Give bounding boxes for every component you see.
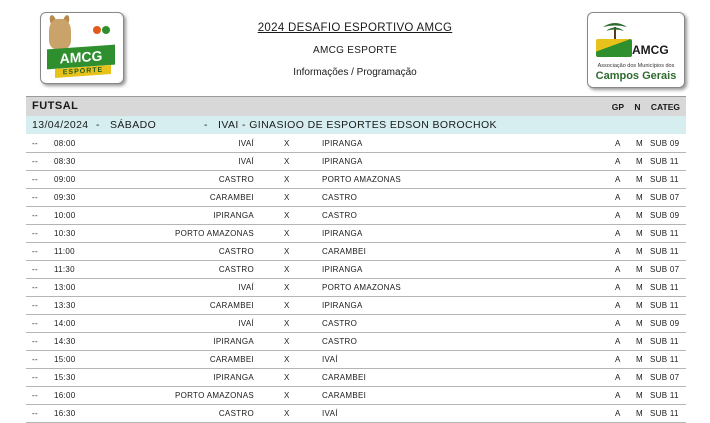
game-category: SUB 11 xyxy=(650,391,679,400)
game-time: 11:00 xyxy=(54,247,75,256)
game-time: 15:30 xyxy=(54,373,76,382)
versus-mark: X xyxy=(284,391,290,400)
versus-mark: X xyxy=(284,409,290,418)
game-dash: -- xyxy=(32,265,38,274)
away-team: CASTRO xyxy=(322,337,358,346)
versus-mark: X xyxy=(284,211,290,220)
game-gp: A xyxy=(615,193,621,202)
game-category: SUB 11 xyxy=(650,337,679,346)
game-time: 16:00 xyxy=(54,391,76,400)
versus-mark: X xyxy=(284,229,290,238)
table-row xyxy=(26,279,686,297)
game-n: M xyxy=(636,229,643,238)
away-team: IVAÍ xyxy=(322,409,338,418)
versus-mark: X xyxy=(284,265,290,274)
home-team: CARAMBEI xyxy=(209,301,254,310)
versus-mark: X xyxy=(284,193,290,202)
away-team: IPIRANGA xyxy=(322,157,363,166)
game-gp: A xyxy=(615,337,621,346)
game-time: 10:30 xyxy=(54,229,76,238)
amcg-esporte-logo xyxy=(40,12,124,84)
away-team: IPIRANGA xyxy=(322,139,363,148)
section-header xyxy=(26,96,686,116)
right-logo-brand: AMCG xyxy=(632,43,669,57)
away-team: PORTO AMAZONAS xyxy=(322,283,402,292)
game-category: SUB 11 xyxy=(650,355,679,364)
game-n: M xyxy=(636,175,643,184)
game-gp: A xyxy=(615,391,621,400)
table-row xyxy=(26,333,686,351)
game-gp: A xyxy=(615,319,621,328)
page-header xyxy=(0,0,710,94)
table-row xyxy=(26,153,686,171)
left-logo-brand: AMCG xyxy=(47,45,115,70)
table-row xyxy=(26,405,686,423)
away-team: CASTRO xyxy=(322,193,358,202)
game-time: 15:00 xyxy=(54,355,76,364)
versus-mark: X xyxy=(284,139,290,148)
game-time: 09:00 xyxy=(54,175,76,184)
away-team: IPIRANGA xyxy=(322,229,363,238)
game-category: SUB 09 xyxy=(650,211,680,220)
table-row xyxy=(26,315,686,333)
table-row xyxy=(26,243,686,261)
field-icon xyxy=(596,39,632,57)
game-n: M xyxy=(636,301,643,310)
game-time: 10:00 xyxy=(54,211,76,220)
game-category: SUB 11 xyxy=(650,229,679,238)
game-n: M xyxy=(636,373,643,382)
game-dash: -- xyxy=(32,319,38,328)
game-dash: -- xyxy=(32,409,38,418)
game-time: 14:00 xyxy=(54,319,76,328)
game-time: 13:00 xyxy=(54,283,76,292)
table-row xyxy=(26,297,686,315)
section-name: FUTSAL xyxy=(32,100,79,112)
game-time: 08:00 xyxy=(54,139,76,148)
table-row xyxy=(26,135,686,153)
game-category: SUB 11 xyxy=(650,301,679,310)
away-team: IPIRANGA xyxy=(322,265,363,274)
game-category: SUB 11 xyxy=(650,247,679,256)
versus-mark: X xyxy=(284,157,290,166)
versus-mark: X xyxy=(284,373,290,382)
amcg-campos-gerais-logo xyxy=(587,12,685,88)
versus-mark: X xyxy=(284,175,290,184)
game-n: M xyxy=(636,193,643,202)
home-team: CARAMBEI xyxy=(209,355,254,364)
game-category: SUB 07 xyxy=(650,265,680,274)
game-dash: -- xyxy=(32,355,38,364)
game-gp: A xyxy=(615,409,621,418)
left-logo-sub: ESPORTE xyxy=(55,65,111,78)
game-n: M xyxy=(636,265,643,274)
game-gp: A xyxy=(615,211,621,220)
game-time: 14:30 xyxy=(54,337,76,346)
table-row xyxy=(26,387,686,405)
col-cat-header: CATEG xyxy=(650,102,680,112)
home-team: IVAÍ xyxy=(238,319,254,328)
away-team: CASTRO xyxy=(322,211,358,220)
home-team: PORTO AMAZONAS xyxy=(174,229,254,238)
games-table xyxy=(26,135,686,423)
section-columns xyxy=(604,102,680,112)
table-row xyxy=(26,189,686,207)
game-gp: A xyxy=(615,355,621,364)
table-row xyxy=(26,225,686,243)
right-logo-small: Associação dos Municípios dos xyxy=(597,63,675,69)
page-subtitle: AMCG ESPORTE xyxy=(313,45,397,56)
game-n: M xyxy=(636,247,643,256)
table-row xyxy=(26,351,686,369)
game-gp: A xyxy=(615,301,621,310)
table-row xyxy=(26,369,686,387)
home-team: IVAÍ xyxy=(238,157,254,166)
game-gp: A xyxy=(615,175,621,184)
game-n: M xyxy=(636,337,643,346)
game-category: SUB 11 xyxy=(650,157,679,166)
game-time: 08:30 xyxy=(54,157,76,166)
home-team: IPIRANGA xyxy=(213,373,254,382)
game-category: SUB 07 xyxy=(650,193,680,202)
sport-balls-icon xyxy=(93,21,113,31)
game-dash: -- xyxy=(32,337,38,346)
versus-mark: X xyxy=(284,283,290,292)
game-category: SUB 11 xyxy=(650,283,679,292)
versus-mark: X xyxy=(284,301,290,310)
home-team: CASTRO xyxy=(218,247,254,256)
col-gp-header: GP xyxy=(611,102,624,112)
home-team: IPIRANGA xyxy=(213,211,254,220)
away-team: IPIRANGA xyxy=(322,301,363,310)
table-row xyxy=(26,207,686,225)
game-time: 16:30 xyxy=(54,409,76,418)
game-dash: -- xyxy=(32,193,38,202)
game-gp: A xyxy=(615,157,621,166)
game-n: M xyxy=(636,211,643,220)
game-time: 13:30 xyxy=(54,301,76,310)
araucaria-tree-icon xyxy=(602,19,628,41)
day-weekday: SÁBADO xyxy=(110,119,157,131)
game-time: 09:30 xyxy=(54,193,76,202)
game-dash: -- xyxy=(32,139,38,148)
home-team: CASTRO xyxy=(218,409,254,418)
home-team: CARAMBEI xyxy=(209,193,254,202)
game-n: M xyxy=(636,391,643,400)
versus-mark: X xyxy=(284,247,290,256)
game-gp: A xyxy=(615,265,621,274)
home-team: IPIRANGA xyxy=(213,337,254,346)
versus-mark: X xyxy=(284,319,290,328)
versus-mark: X xyxy=(284,355,290,364)
away-team: CASTRO xyxy=(322,319,358,328)
game-n: M xyxy=(636,409,643,418)
away-team: CARAMBEI xyxy=(322,373,367,382)
home-team: CASTRO xyxy=(218,175,254,184)
game-n: M xyxy=(636,157,643,166)
away-team: CARAMBEI xyxy=(322,391,367,400)
home-team: CASTRO xyxy=(218,265,254,274)
game-category: SUB 11 xyxy=(650,175,679,184)
game-n: M xyxy=(636,139,643,148)
game-category: SUB 07 xyxy=(650,373,680,382)
game-dash: -- xyxy=(32,283,38,292)
away-team: PORTO AMAZONAS xyxy=(322,175,402,184)
game-dash: -- xyxy=(32,229,38,238)
col-n-header: N xyxy=(634,102,641,112)
game-dash: -- xyxy=(32,301,38,310)
away-team: CARAMBEI xyxy=(322,247,367,256)
right-logo-big: Campos Gerais xyxy=(595,70,677,82)
game-time: 11:30 xyxy=(54,265,75,274)
page-caption: Informações / Programação xyxy=(293,67,417,78)
home-team: PORTO AMAZONAS xyxy=(174,391,254,400)
game-category: SUB 11 xyxy=(650,409,679,418)
game-n: M xyxy=(636,355,643,364)
game-dash: -- xyxy=(32,211,38,220)
game-category: SUB 09 xyxy=(650,139,680,148)
home-team: IVAÍ xyxy=(238,139,254,148)
game-n: M xyxy=(636,319,643,328)
venue-sep: - xyxy=(204,119,208,131)
title-block xyxy=(200,22,510,78)
game-dash: -- xyxy=(32,391,38,400)
game-category: SUB 09 xyxy=(650,319,680,328)
day-venue: IVAI - GINASIOO DE ESPORTES EDSON BOROCHOK xyxy=(218,119,497,131)
table-row xyxy=(26,171,686,189)
game-dash: -- xyxy=(32,247,38,256)
game-gp: A xyxy=(615,283,621,292)
page-title: 2024 DESAFIO ESPORTIVO AMCG xyxy=(257,22,453,34)
game-dash: -- xyxy=(32,373,38,382)
day-date: 13/04/2024 xyxy=(32,119,89,131)
game-dash: -- xyxy=(32,175,38,184)
day-row xyxy=(26,116,686,134)
mascot-icon xyxy=(49,19,71,49)
table-row xyxy=(26,261,686,279)
day-sep: - xyxy=(96,119,100,131)
away-team: IVAÍ xyxy=(322,355,338,364)
versus-mark: X xyxy=(284,337,290,346)
game-gp: A xyxy=(615,229,621,238)
game-dash: -- xyxy=(32,157,38,166)
game-gp: A xyxy=(615,373,621,382)
game-gp: A xyxy=(615,139,621,148)
game-n: M xyxy=(636,283,643,292)
game-gp: A xyxy=(615,247,621,256)
home-team: IVAÍ xyxy=(238,283,254,292)
